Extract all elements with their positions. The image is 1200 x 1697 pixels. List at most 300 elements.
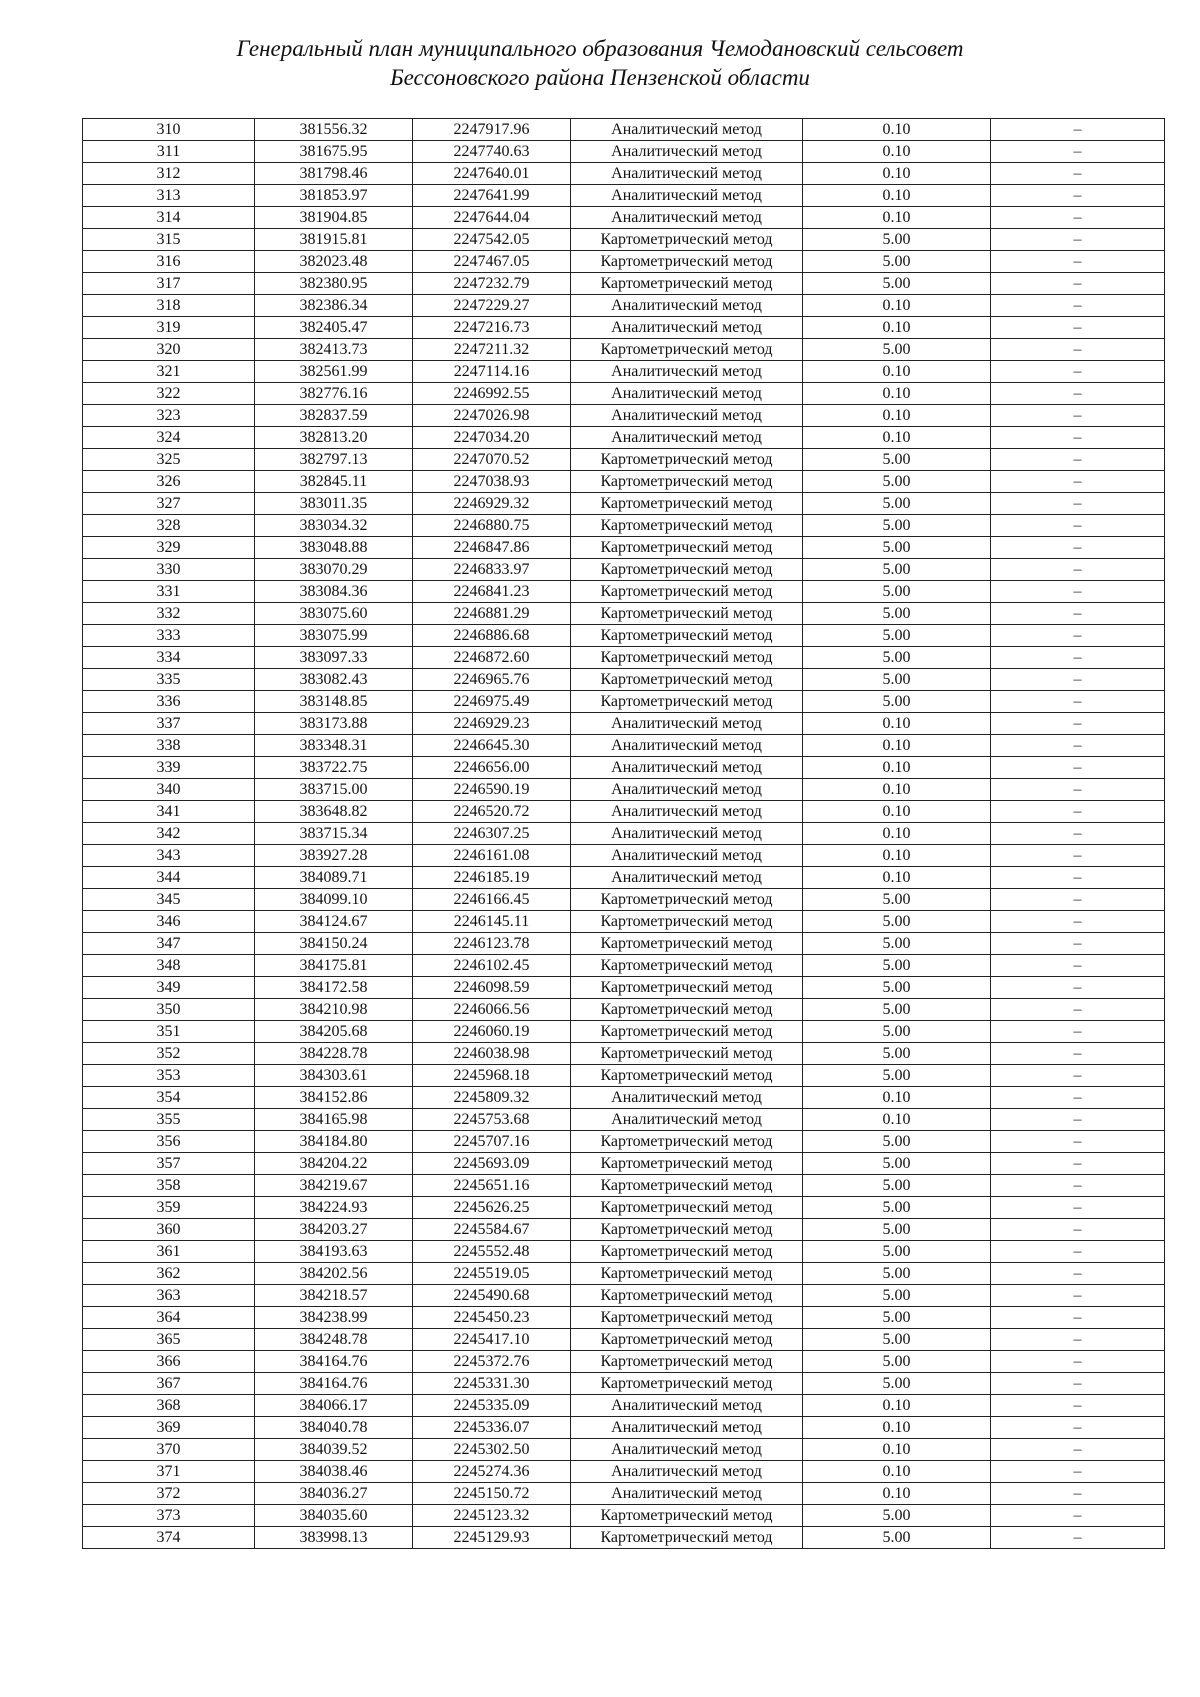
coord-y-cell: 2246145.11 [413, 911, 571, 933]
method-cell: Аналитический метод [571, 163, 803, 185]
coord-y-cell: 2245968.18 [413, 1065, 571, 1087]
coord-x-cell: 384202.56 [255, 1263, 413, 1285]
description-cell: – [991, 295, 1165, 317]
coord-y-cell: 2246880.75 [413, 515, 571, 537]
method-cell: Аналитический метод [571, 845, 803, 867]
description-cell: – [991, 1417, 1165, 1439]
coord-y-cell: 2246965.76 [413, 669, 571, 691]
point-number-cell: 358 [83, 1175, 255, 1197]
accuracy-cell: 0.10 [803, 823, 991, 845]
coord-x-cell: 383715.34 [255, 823, 413, 845]
accuracy-cell: 5.00 [803, 449, 991, 471]
accuracy-cell: 0.10 [803, 779, 991, 801]
description-cell: – [991, 537, 1165, 559]
method-cell: Картометрический метод [571, 537, 803, 559]
description-cell: – [991, 427, 1165, 449]
accuracy-cell: 5.00 [803, 515, 991, 537]
table-row [83, 1219, 1165, 1241]
coord-y-cell: 2247641.99 [413, 185, 571, 207]
method-cell: Аналитический метод [571, 1087, 803, 1109]
description-cell: – [991, 1285, 1165, 1307]
table-row [83, 1153, 1165, 1175]
accuracy-cell: 5.00 [803, 1505, 991, 1527]
description-cell: – [991, 1197, 1165, 1219]
description-cell: – [991, 119, 1165, 141]
table-row [83, 1439, 1165, 1461]
coord-y-cell: 2247216.73 [413, 317, 571, 339]
point-number-cell: 315 [83, 229, 255, 251]
method-cell: Аналитический метод [571, 185, 803, 207]
accuracy-cell: 5.00 [803, 1197, 991, 1219]
method-cell: Картометрический метод [571, 955, 803, 977]
coord-y-cell: 2247211.32 [413, 339, 571, 361]
method-cell: Аналитический метод [571, 735, 803, 757]
description-cell: – [991, 1109, 1165, 1131]
coord-y-cell: 2246102.45 [413, 955, 571, 977]
method-cell: Картометрический метод [571, 1263, 803, 1285]
method-cell: Картометрический метод [571, 559, 803, 581]
method-cell: Аналитический метод [571, 141, 803, 163]
coord-y-cell: 2246307.25 [413, 823, 571, 845]
description-cell: – [991, 229, 1165, 251]
coord-y-cell: 2247740.63 [413, 141, 571, 163]
coord-y-cell: 2246185.19 [413, 867, 571, 889]
table-row [83, 1131, 1165, 1153]
table-row [83, 1087, 1165, 1109]
point-number-cell: 354 [83, 1087, 255, 1109]
coord-x-cell: 382776.16 [255, 383, 413, 405]
coord-y-cell: 2247640.01 [413, 163, 571, 185]
method-cell: Картометрический метод [571, 449, 803, 471]
point-number-cell: 359 [83, 1197, 255, 1219]
coord-y-cell: 2245584.67 [413, 1219, 571, 1241]
document-header [0, 34, 1200, 92]
point-number-cell: 340 [83, 779, 255, 801]
coord-x-cell: 381798.46 [255, 163, 413, 185]
method-cell: Аналитический метод [571, 405, 803, 427]
point-number-cell: 362 [83, 1263, 255, 1285]
table-row [83, 625, 1165, 647]
accuracy-cell: 0.10 [803, 757, 991, 779]
accuracy-cell: 5.00 [803, 977, 991, 999]
coord-x-cell: 384124.67 [255, 911, 413, 933]
point-number-cell: 310 [83, 119, 255, 141]
table-row [83, 911, 1165, 933]
accuracy-cell: 0.10 [803, 361, 991, 383]
coord-y-cell: 2245519.05 [413, 1263, 571, 1285]
coord-y-cell: 2245150.72 [413, 1483, 571, 1505]
table-row [83, 207, 1165, 229]
point-number-cell: 330 [83, 559, 255, 581]
description-cell: – [991, 1087, 1165, 1109]
description-cell: – [991, 361, 1165, 383]
description-cell: – [991, 515, 1165, 537]
description-cell: – [991, 273, 1165, 295]
description-cell: – [991, 625, 1165, 647]
coordinates-table-body [83, 119, 1165, 1549]
coord-y-cell: 2245302.50 [413, 1439, 571, 1461]
table-row [83, 427, 1165, 449]
point-number-cell: 321 [83, 361, 255, 383]
point-number-cell: 328 [83, 515, 255, 537]
accuracy-cell: 5.00 [803, 1527, 991, 1549]
description-cell: – [991, 977, 1165, 999]
accuracy-cell: 0.10 [803, 1483, 991, 1505]
point-number-cell: 326 [83, 471, 255, 493]
accuracy-cell: 0.10 [803, 141, 991, 163]
coord-x-cell: 384238.99 [255, 1307, 413, 1329]
method-cell: Картометрический метод [571, 1043, 803, 1065]
table-row [83, 801, 1165, 823]
coord-x-cell: 384203.27 [255, 1219, 413, 1241]
description-cell: – [991, 471, 1165, 493]
description-cell: – [991, 1043, 1165, 1065]
point-number-cell: 346 [83, 911, 255, 933]
coord-x-cell: 384066.17 [255, 1395, 413, 1417]
accuracy-cell: 0.10 [803, 1417, 991, 1439]
table-row [83, 1065, 1165, 1087]
coord-y-cell: 2246881.29 [413, 603, 571, 625]
method-cell: Картометрический метод [571, 647, 803, 669]
table-row [83, 405, 1165, 427]
coord-y-cell: 2246847.86 [413, 537, 571, 559]
coord-x-cell: 383082.43 [255, 669, 413, 691]
coord-x-cell: 384152.86 [255, 1087, 413, 1109]
table-row [83, 251, 1165, 273]
accuracy-cell: 0.10 [803, 1395, 991, 1417]
method-cell: Аналитический метод [571, 317, 803, 339]
coord-y-cell: 2245707.16 [413, 1131, 571, 1153]
description-cell: – [991, 1065, 1165, 1087]
accuracy-cell: 5.00 [803, 999, 991, 1021]
description-cell: – [991, 449, 1165, 471]
table-row [83, 1461, 1165, 1483]
description-cell: – [991, 1483, 1165, 1505]
method-cell: Картометрический метод [571, 977, 803, 999]
coord-y-cell: 2245417.10 [413, 1329, 571, 1351]
description-cell: – [991, 1329, 1165, 1351]
table-row [83, 361, 1165, 383]
accuracy-cell: 5.00 [803, 1043, 991, 1065]
coord-y-cell: 2245809.32 [413, 1087, 571, 1109]
description-cell: – [991, 1153, 1165, 1175]
method-cell: Картометрический метод [571, 471, 803, 493]
accuracy-cell: 5.00 [803, 1329, 991, 1351]
coord-y-cell: 2246841.23 [413, 581, 571, 603]
table-row [83, 1373, 1165, 1395]
accuracy-cell: 0.10 [803, 427, 991, 449]
header-title-line-1: Генеральный план муниципального образования Чемодановский сельсовет [236, 36, 964, 61]
method-cell: Картометрический метод [571, 581, 803, 603]
description-cell: – [991, 889, 1165, 911]
method-cell: Аналитический метод [571, 427, 803, 449]
point-number-cell: 350 [83, 999, 255, 1021]
accuracy-cell: 0.10 [803, 1087, 991, 1109]
coord-y-cell: 2247034.20 [413, 427, 571, 449]
coord-y-cell: 2246590.19 [413, 779, 571, 801]
method-cell: Картометрический метод [571, 273, 803, 295]
accuracy-cell: 5.00 [803, 1021, 991, 1043]
method-cell: Аналитический метод [571, 207, 803, 229]
point-number-cell: 337 [83, 713, 255, 735]
coord-x-cell: 384089.71 [255, 867, 413, 889]
table-row [83, 383, 1165, 405]
accuracy-cell: 0.10 [803, 845, 991, 867]
accuracy-cell: 5.00 [803, 1175, 991, 1197]
description-cell: – [991, 1307, 1165, 1329]
point-number-cell: 356 [83, 1131, 255, 1153]
table-row [83, 163, 1165, 185]
method-cell: Картометрический метод [571, 1285, 803, 1307]
method-cell: Картометрический метод [571, 889, 803, 911]
point-number-cell: 333 [83, 625, 255, 647]
method-cell: Аналитический метод [571, 801, 803, 823]
description-cell: – [991, 647, 1165, 669]
point-number-cell: 329 [83, 537, 255, 559]
method-cell: Аналитический метод [571, 1461, 803, 1483]
point-number-cell: 360 [83, 1219, 255, 1241]
accuracy-cell: 5.00 [803, 229, 991, 251]
point-number-cell: 334 [83, 647, 255, 669]
coord-y-cell: 2246833.97 [413, 559, 571, 581]
coord-x-cell: 384164.76 [255, 1373, 413, 1395]
coord-x-cell: 383648.82 [255, 801, 413, 823]
method-cell: Картометрический метод [571, 1219, 803, 1241]
accuracy-cell: 5.00 [803, 273, 991, 295]
table-row [83, 295, 1165, 317]
coord-y-cell: 2245336.07 [413, 1417, 571, 1439]
table-row [83, 1395, 1165, 1417]
description-cell: – [991, 1263, 1165, 1285]
accuracy-cell: 5.00 [803, 669, 991, 691]
point-number-cell: 324 [83, 427, 255, 449]
accuracy-cell: 5.00 [803, 1307, 991, 1329]
table-row [83, 273, 1165, 295]
description-cell: – [991, 735, 1165, 757]
description-cell: – [991, 669, 1165, 691]
point-number-cell: 325 [83, 449, 255, 471]
table-row [83, 823, 1165, 845]
accuracy-cell: 5.00 [803, 1131, 991, 1153]
coord-x-cell: 384036.27 [255, 1483, 413, 1505]
description-cell: – [991, 1351, 1165, 1373]
accuracy-cell: 5.00 [803, 1219, 991, 1241]
point-number-cell: 322 [83, 383, 255, 405]
method-cell: Картометрический метод [571, 339, 803, 361]
point-number-cell: 372 [83, 1483, 255, 1505]
point-number-cell: 361 [83, 1241, 255, 1263]
coord-x-cell: 384150.24 [255, 933, 413, 955]
coord-x-cell: 383722.75 [255, 757, 413, 779]
method-cell: Картометрический метод [571, 1307, 803, 1329]
table-row [83, 889, 1165, 911]
accuracy-cell: 5.00 [803, 1065, 991, 1087]
coord-y-cell: 2246038.98 [413, 1043, 571, 1065]
coord-x-cell: 384038.46 [255, 1461, 413, 1483]
accuracy-cell: 5.00 [803, 559, 991, 581]
table-row [83, 603, 1165, 625]
method-cell: Картометрический метод [571, 251, 803, 273]
table-row [83, 977, 1165, 999]
table-row [83, 1109, 1165, 1131]
coord-x-cell: 384248.78 [255, 1329, 413, 1351]
accuracy-cell: 0.10 [803, 207, 991, 229]
point-number-cell: 373 [83, 1505, 255, 1527]
coord-y-cell: 2247644.04 [413, 207, 571, 229]
table-row [83, 449, 1165, 471]
method-cell: Аналитический метод [571, 867, 803, 889]
coord-x-cell: 384172.58 [255, 977, 413, 999]
coord-y-cell: 2245450.23 [413, 1307, 571, 1329]
method-cell: Аналитический метод [571, 1439, 803, 1461]
accuracy-cell: 0.10 [803, 801, 991, 823]
description-cell: – [991, 207, 1165, 229]
method-cell: Аналитический метод [571, 823, 803, 845]
coord-y-cell: 2246886.68 [413, 625, 571, 647]
coord-y-cell: 2247232.79 [413, 273, 571, 295]
coord-x-cell: 384219.67 [255, 1175, 413, 1197]
method-cell: Картометрический метод [571, 1021, 803, 1043]
method-cell: Картометрический метод [571, 515, 803, 537]
coord-y-cell: 2245335.09 [413, 1395, 571, 1417]
accuracy-cell: 5.00 [803, 603, 991, 625]
coord-x-cell: 384218.57 [255, 1285, 413, 1307]
table-row [83, 1329, 1165, 1351]
point-number-cell: 349 [83, 977, 255, 999]
coord-x-cell: 382380.95 [255, 273, 413, 295]
coord-y-cell: 2247038.93 [413, 471, 571, 493]
point-number-cell: 366 [83, 1351, 255, 1373]
coord-y-cell: 2245372.76 [413, 1351, 571, 1373]
table-row [83, 1175, 1165, 1197]
accuracy-cell: 5.00 [803, 251, 991, 273]
point-number-cell: 313 [83, 185, 255, 207]
table-row [83, 1483, 1165, 1505]
point-number-cell: 365 [83, 1329, 255, 1351]
description-cell: – [991, 955, 1165, 977]
coord-x-cell: 381915.81 [255, 229, 413, 251]
table-row [83, 691, 1165, 713]
point-number-cell: 338 [83, 735, 255, 757]
point-number-cell: 339 [83, 757, 255, 779]
coord-x-cell: 383011.35 [255, 493, 413, 515]
coord-y-cell: 2245693.09 [413, 1153, 571, 1175]
method-cell: Картометрический метод [571, 911, 803, 933]
description-cell: – [991, 1439, 1165, 1461]
point-number-cell: 369 [83, 1417, 255, 1439]
table-row [83, 1527, 1165, 1549]
method-cell: Картометрический метод [571, 1197, 803, 1219]
accuracy-cell: 0.10 [803, 295, 991, 317]
accuracy-cell: 0.10 [803, 317, 991, 339]
description-cell: – [991, 317, 1165, 339]
coord-y-cell: 2246098.59 [413, 977, 571, 999]
coord-x-cell: 381675.95 [255, 141, 413, 163]
coord-x-cell: 382813.20 [255, 427, 413, 449]
coord-y-cell: 2246992.55 [413, 383, 571, 405]
description-cell: – [991, 999, 1165, 1021]
coord-y-cell: 2245651.16 [413, 1175, 571, 1197]
table-row [83, 647, 1165, 669]
point-number-cell: 348 [83, 955, 255, 977]
accuracy-cell: 5.00 [803, 1351, 991, 1373]
coord-x-cell: 384040.78 [255, 1417, 413, 1439]
accuracy-cell: 0.10 [803, 713, 991, 735]
point-number-cell: 343 [83, 845, 255, 867]
coord-y-cell: 2247917.96 [413, 119, 571, 141]
coord-y-cell: 2246123.78 [413, 933, 571, 955]
coord-x-cell: 381556.32 [255, 119, 413, 141]
coord-x-cell: 382386.34 [255, 295, 413, 317]
method-cell: Аналитический метод [571, 1417, 803, 1439]
description-cell: – [991, 185, 1165, 207]
coord-x-cell: 383084.36 [255, 581, 413, 603]
method-cell: Картометрический метод [571, 933, 803, 955]
coord-y-cell: 2245552.48 [413, 1241, 571, 1263]
table-row [83, 1417, 1165, 1439]
table-row [83, 933, 1165, 955]
description-cell: – [991, 405, 1165, 427]
point-number-cell: 320 [83, 339, 255, 361]
coord-y-cell: 2245753.68 [413, 1109, 571, 1131]
method-cell: Картометрический метод [571, 669, 803, 691]
description-cell: – [991, 1505, 1165, 1527]
accuracy-cell: 5.00 [803, 1241, 991, 1263]
table-row [83, 713, 1165, 735]
method-cell: Аналитический метод [571, 713, 803, 735]
coord-x-cell: 382797.13 [255, 449, 413, 471]
coord-y-cell: 2246520.72 [413, 801, 571, 823]
point-number-cell: 336 [83, 691, 255, 713]
coord-y-cell: 2247114.16 [413, 361, 571, 383]
point-number-cell: 319 [83, 317, 255, 339]
method-cell: Картометрический метод [571, 691, 803, 713]
accuracy-cell: 5.00 [803, 537, 991, 559]
table-row [83, 757, 1165, 779]
coord-x-cell: 383075.99 [255, 625, 413, 647]
accuracy-cell: 0.10 [803, 405, 991, 427]
coord-y-cell: 2246066.56 [413, 999, 571, 1021]
point-number-cell: 345 [83, 889, 255, 911]
coord-y-cell: 2247229.27 [413, 295, 571, 317]
method-cell: Картометрический метод [571, 1065, 803, 1087]
coord-y-cell: 2247026.98 [413, 405, 571, 427]
coord-x-cell: 383070.29 [255, 559, 413, 581]
coord-y-cell: 2245123.32 [413, 1505, 571, 1527]
coord-x-cell: 382837.59 [255, 405, 413, 427]
coord-y-cell: 2245129.93 [413, 1527, 571, 1549]
description-cell: – [991, 339, 1165, 361]
coord-x-cell: 384035.60 [255, 1505, 413, 1527]
accuracy-cell: 0.10 [803, 735, 991, 757]
table-row [83, 185, 1165, 207]
coord-y-cell: 2245626.25 [413, 1197, 571, 1219]
point-number-cell: 312 [83, 163, 255, 185]
method-cell: Картометрический метод [571, 1131, 803, 1153]
accuracy-cell: 5.00 [803, 691, 991, 713]
description-cell: – [991, 141, 1165, 163]
table-row [83, 581, 1165, 603]
coord-y-cell: 2245490.68 [413, 1285, 571, 1307]
coord-x-cell: 384193.63 [255, 1241, 413, 1263]
description-cell: – [991, 1241, 1165, 1263]
method-cell: Аналитический метод [571, 779, 803, 801]
description-cell: – [991, 493, 1165, 515]
table-row [83, 141, 1165, 163]
point-number-cell: 368 [83, 1395, 255, 1417]
point-number-cell: 311 [83, 141, 255, 163]
method-cell: Картометрический метод [571, 493, 803, 515]
